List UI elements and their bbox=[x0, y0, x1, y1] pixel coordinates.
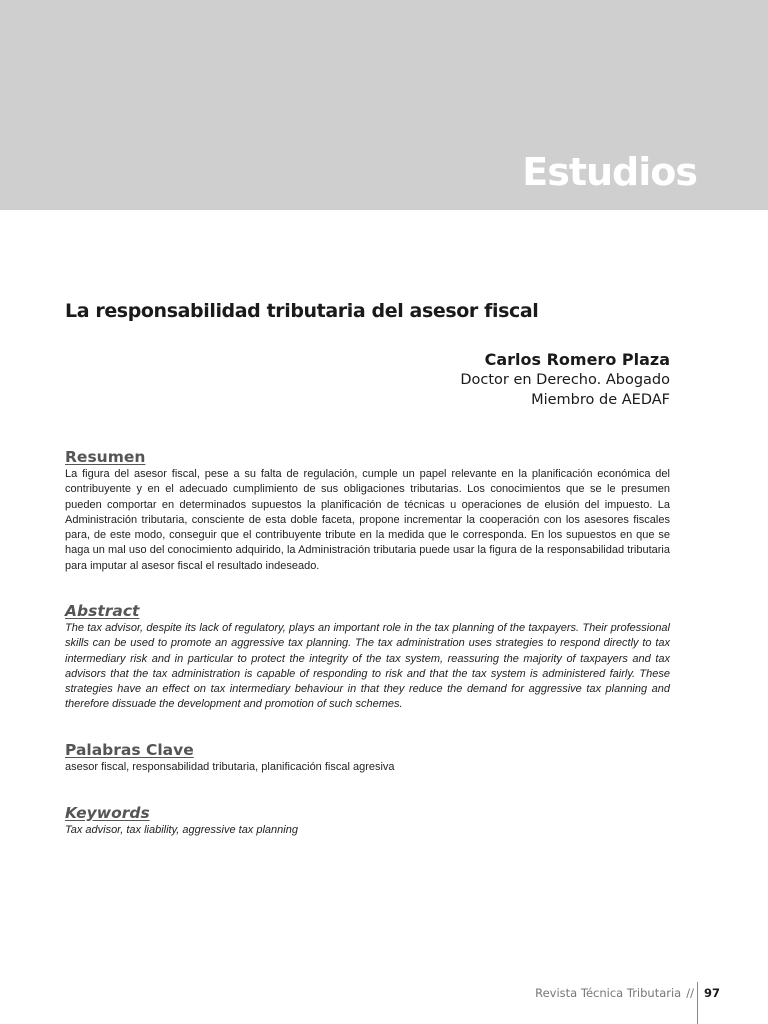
article-title: La responsabilidad tributaria del asesor fiscal bbox=[65, 300, 539, 322]
footer-separator: // bbox=[686, 986, 694, 1000]
author-affiliation-1: Doctor en Derecho. Abogado bbox=[460, 372, 670, 388]
keywords-heading: Keywords bbox=[65, 804, 150, 822]
keywords-text: Tax advisor, tax liability, aggressive tax planning bbox=[65, 824, 298, 836]
abstract-heading: Abstract bbox=[65, 602, 140, 620]
resumen-heading: Resumen bbox=[65, 448, 146, 466]
resumen-text: La figura del asesor fiscal, pese a su falta de regulación, cumple un papel relevante en la planificación económica del contribuyente y en el adecuado cumplimiento de sus obligaciones tributarias. Los conocimientos que se le presumen pueden comportar en determinados supuestos la planificación de técnicas u operaciones de elusión del impuesto. La Administración tributaria, consciente de esta doble faceta, propone incrementar la cooperación con los asesores fiscales para, de este modo, conseguir que el contribuyente tribute en la medida que le corresponda. En los supuestos en que se haga un mal uso del conocimiento adquirido, la Administración tributaria puede usar la figura de la responsabilidad tributaria para imputar al asesor fiscal el resultado indeseado. bbox=[65, 468, 670, 572]
journal-name: Revista Técnica Tributaria bbox=[535, 986, 682, 1000]
palabras-clave-heading: Palabras Clave bbox=[65, 741, 194, 759]
author-block bbox=[460, 349, 670, 410]
header-band bbox=[0, 0, 768, 210]
palabras-clave-text: asesor fiscal, responsabilidad tributaria, planificación fiscal agresiva bbox=[65, 761, 395, 773]
page-footer bbox=[535, 986, 720, 1000]
palabras-clave-section bbox=[65, 741, 670, 775]
keywords-section bbox=[65, 804, 670, 838]
abstract-text: The tax advisor, despite its lack of regulatory, plays an important role in the tax planning of the taxpayers. Their professional skills can be used to promote an aggressive tax planning. The tax administration uses strategies to respond directly to tax intermediary risk and in particular to protect the integrity of the tax system, reassuring the majority of taxpayers and tax advisors that the tax administration is capable of responding to risk and that the tax system is administered fairly. These strategies have an effect on tax intermediary behaviour in that they reduce the demand for aggressive tax planning and therefore dissuade the development and promotion of such schemes. bbox=[65, 622, 670, 711]
page-number: 97 bbox=[703, 986, 720, 1000]
abstract-section bbox=[65, 602, 670, 713]
author-affiliation-2: Miembro de AEDAF bbox=[531, 392, 670, 408]
author-name: Carlos Romero Plaza bbox=[484, 350, 670, 369]
section-title: Estudios bbox=[522, 150, 697, 194]
resumen-section bbox=[65, 448, 670, 574]
